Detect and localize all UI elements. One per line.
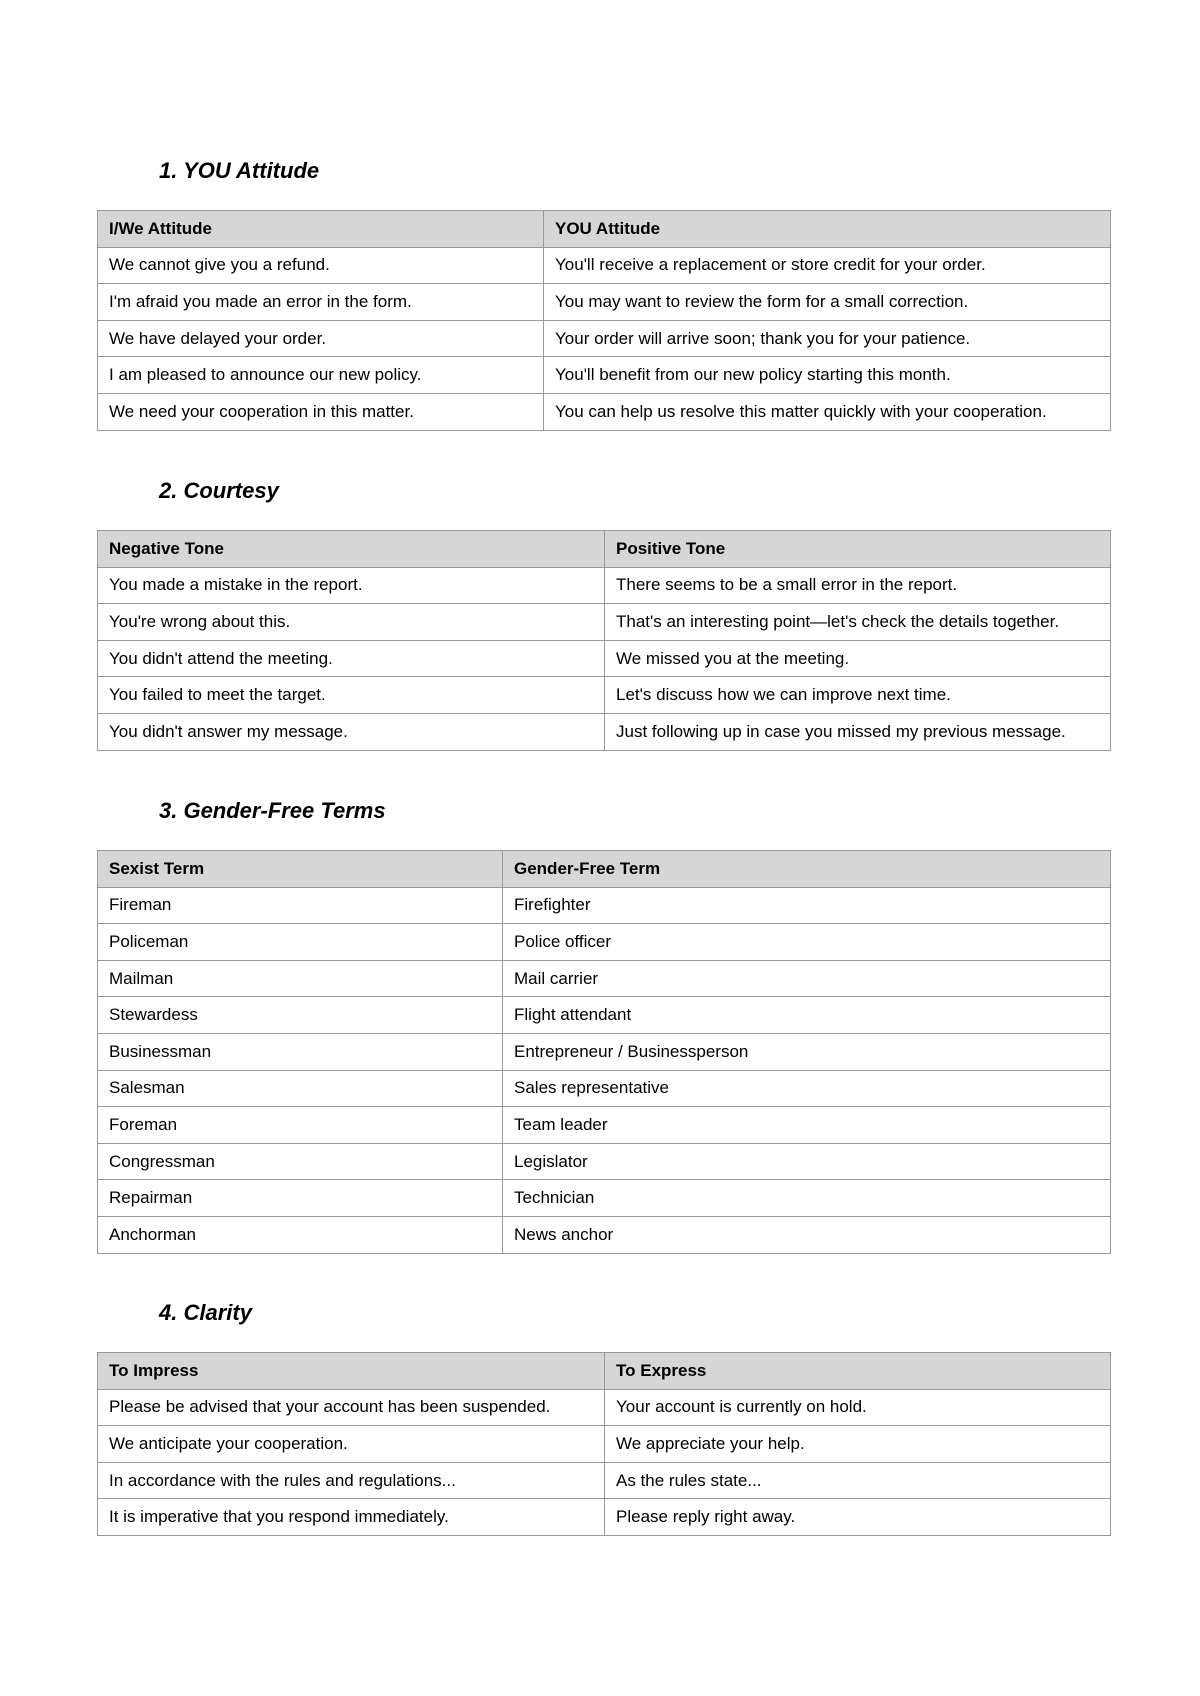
table-row: [98, 604, 1111, 641]
table-cell: You can help us resolve this matter quickly with your cooperation.: [544, 393, 1111, 430]
table-cell: Anchorman: [98, 1216, 503, 1253]
table-row: [98, 1426, 1111, 1463]
table-cell: Legislator: [503, 1143, 1111, 1180]
table-cell: Salesman: [98, 1070, 503, 1107]
table-cell: As the rules state...: [605, 1462, 1111, 1499]
table-cell: Congressman: [98, 1143, 503, 1180]
table-cell: I am pleased to announce our new policy.: [98, 357, 544, 394]
table-cell: You'll benefit from our new policy starting this month.: [544, 357, 1111, 394]
table-cell: We have delayed your order.: [98, 320, 544, 357]
column-header: YOU Attitude: [544, 211, 1111, 248]
table-cell: Mailman: [98, 960, 503, 997]
table-cell: Stewardess: [98, 997, 503, 1034]
table-cell: Just following up in case you missed my previous message.: [605, 713, 1111, 750]
table-cell: You'll receive a replacement or store credit for your order.: [544, 247, 1111, 284]
table-cell: Team leader: [503, 1107, 1111, 1144]
section-heading: 2. Courtesy: [159, 478, 279, 503]
table-cell: There seems to be a small error in the report.: [605, 567, 1111, 604]
table-cell: Your order will arrive soon; thank you for your patience.: [544, 320, 1111, 357]
table-row: [98, 887, 1111, 924]
table-cell: I'm afraid you made an error in the form.: [98, 284, 544, 321]
table-cell: Fireman: [98, 887, 503, 924]
section-heading: 1. YOU Attitude: [159, 158, 320, 183]
table-cell: Flight attendant: [503, 997, 1111, 1034]
table-header-row: [98, 1353, 1111, 1390]
table-row: [98, 284, 1111, 321]
table-cell: Sales representative: [503, 1070, 1111, 1107]
table-cell: Businessman: [98, 1033, 503, 1070]
table-cell: Mail carrier: [503, 960, 1111, 997]
table-cell: Foreman: [98, 1107, 503, 1144]
table-row: [98, 567, 1111, 604]
comparison-table: [97, 1352, 1111, 1536]
table-row: [98, 393, 1111, 430]
table-header-row: [98, 211, 1111, 248]
section-heading: 3. Gender-Free Terms: [159, 798, 386, 823]
table-row: [98, 1180, 1111, 1217]
table-row: [98, 640, 1111, 677]
table-cell: You made a mistake in the report.: [98, 567, 605, 604]
table-header-row: [98, 851, 1111, 888]
column-header: To Express: [605, 1353, 1111, 1390]
table-cell: We missed you at the meeting.: [605, 640, 1111, 677]
table-cell: Please reply right away.: [605, 1499, 1111, 1536]
table-row: [98, 713, 1111, 750]
table-row: [98, 677, 1111, 714]
table-cell: Let's discuss how we can improve next time.: [605, 677, 1111, 714]
table-row: [98, 1143, 1111, 1180]
table-cell: You may want to review the form for a small correction.: [544, 284, 1111, 321]
table-row: [98, 1033, 1111, 1070]
comparison-table: [97, 210, 1111, 431]
table-cell: We need your cooperation in this matter.: [98, 393, 544, 430]
table-row: [98, 357, 1111, 394]
table-cell: Policeman: [98, 924, 503, 961]
table-cell: Entrepreneur / Businessperson: [503, 1033, 1111, 1070]
table-row: [98, 320, 1111, 357]
table-cell: Firefighter: [503, 887, 1111, 924]
column-header: Negative Tone: [98, 531, 605, 568]
column-header: To Impress: [98, 1353, 605, 1390]
table-cell: You didn't answer my message.: [98, 713, 605, 750]
column-header: Positive Tone: [605, 531, 1111, 568]
table-cell: You didn't attend the meeting.: [98, 640, 605, 677]
table-row: [98, 1216, 1111, 1253]
table-cell: Repairman: [98, 1180, 503, 1217]
table-header-row: [98, 531, 1111, 568]
table-row: [98, 1499, 1111, 1536]
section-heading: 4. Clarity: [159, 1300, 252, 1325]
comparison-table: [97, 850, 1111, 1254]
table-row: [98, 1389, 1111, 1426]
column-header: Sexist Term: [98, 851, 503, 888]
table-cell: In accordance with the rules and regulations...: [98, 1462, 605, 1499]
table-row: [98, 1070, 1111, 1107]
table-cell: That's an interesting point—let's check the details together.: [605, 604, 1111, 641]
table-row: [98, 960, 1111, 997]
table-cell: You're wrong about this.: [98, 604, 605, 641]
table-cell: It is imperative that you respond immediately.: [98, 1499, 605, 1536]
table-cell: We appreciate your help.: [605, 1426, 1111, 1463]
comparison-table: [97, 530, 1111, 751]
table-cell: You failed to meet the target.: [98, 677, 605, 714]
table-cell: Your account is currently on hold.: [605, 1389, 1111, 1426]
table-row: [98, 1107, 1111, 1144]
table-cell: Technician: [503, 1180, 1111, 1217]
table-cell: News anchor: [503, 1216, 1111, 1253]
column-header: Gender-Free Term: [503, 851, 1111, 888]
table-row: [98, 247, 1111, 284]
table-cell: We anticipate your cooperation.: [98, 1426, 605, 1463]
table-row: [98, 1462, 1111, 1499]
table-row: [98, 997, 1111, 1034]
table-cell: We cannot give you a refund.: [98, 247, 544, 284]
table-row: [98, 924, 1111, 961]
column-header: I/We Attitude: [98, 211, 544, 248]
table-cell: Police officer: [503, 924, 1111, 961]
table-cell: Please be advised that your account has been suspended.: [98, 1389, 605, 1426]
